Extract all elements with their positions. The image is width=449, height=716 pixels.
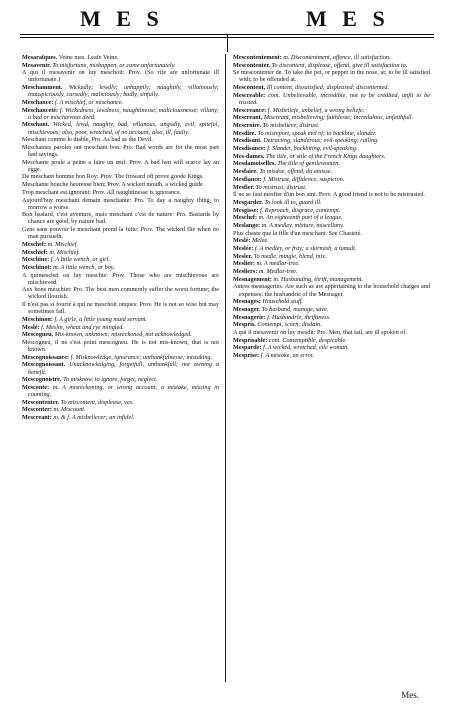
dictionary-entry bbox=[22, 159, 219, 173]
header-divider bbox=[227, 34, 228, 52]
dictionary-entry bbox=[233, 344, 430, 351]
entry-headword: Mescontenter. bbox=[233, 61, 272, 69]
entry-headword: Mescognoissant. bbox=[22, 361, 70, 369]
entry-gloss: m. A little wench, or boy. bbox=[53, 263, 115, 271]
dictionary-entry bbox=[233, 84, 430, 91]
entry-text: Aux bons meschiet: Pro. The best men commonly suffer the worst fortune; the wicked flourish. bbox=[22, 286, 219, 301]
entry-headword: Mescontenter. bbox=[22, 398, 61, 406]
entry-headword: Mesaraïques. bbox=[22, 54, 59, 61]
dictionary-entry bbox=[233, 337, 430, 344]
entry-gloss: f. A wicked, wretched, vile woman. bbox=[263, 344, 349, 352]
entry-headword: Mesnager. bbox=[233, 305, 262, 313]
dictionary-entry bbox=[233, 214, 430, 221]
dictionary-entry bbox=[22, 144, 219, 158]
entry-text: Meschantes paroles ont meschant bon. Pro. Bad words are for the most part bad sayings. bbox=[22, 143, 219, 158]
entry-headword: Meschinot: bbox=[22, 263, 54, 271]
entry-gloss: com. Contemptible, despicable. bbox=[268, 336, 347, 344]
entry-headword: Meschef: bbox=[233, 214, 259, 222]
dictionary-entry bbox=[233, 62, 430, 69]
entry-gloss: f. A mistake, an error. bbox=[260, 352, 315, 360]
entry-text: Aujourd'huy meschant demain meschante: Pro. To day a naughty thing, to morrow a worse. bbox=[22, 196, 219, 211]
entry-headword: Mesnages: bbox=[233, 298, 263, 306]
dictionary-entry bbox=[233, 268, 430, 275]
entry-gloss: m. Mischief. bbox=[49, 248, 80, 256]
dictionary-entry bbox=[22, 399, 219, 406]
entry-text: Mescogneu, il ne s'est point mescogneu. He is not mis-known, that is not known. bbox=[22, 339, 219, 354]
dictionary-entry bbox=[233, 230, 430, 237]
entry-gloss: f. A little wench, or girl. bbox=[50, 256, 110, 264]
entry-gloss: To discontent, displease, offend, give ill satisfaction to. bbox=[271, 61, 408, 69]
entry-text: Trop meschant est ignorant: Prov. All naughtinesse is ignorance. bbox=[22, 188, 182, 196]
dictionary-entry bbox=[233, 245, 430, 252]
entry-headword: Meschef: bbox=[22, 240, 48, 248]
entry-gloss: To look ill to, guard ill. bbox=[264, 198, 322, 206]
entry-headword: Mesnagement: bbox=[233, 275, 274, 283]
catchword: Mes. bbox=[401, 690, 419, 700]
dictionary-entry bbox=[22, 339, 219, 353]
dictionary-entry bbox=[233, 298, 430, 305]
entry-headword: Meschamment. bbox=[22, 84, 69, 92]
dictionary-columns bbox=[22, 54, 430, 682]
dictionary-entry bbox=[233, 145, 430, 152]
dictionary-entry bbox=[22, 249, 219, 256]
entry-gloss: m. A medlar-tree. bbox=[256, 260, 300, 268]
entry-text: Meschante poule a peine a faire un œuf. Prov. A bad hen will scarce lay an egge. bbox=[22, 158, 219, 173]
entry-text: A qui il mesavenir on luy mesdit: Pro. Men, that fail, are ill spoken of. bbox=[233, 328, 407, 336]
entry-headword: Mesprise: bbox=[233, 352, 261, 360]
entry-gloss: m. A misreckoning, or wrong account; a mistake, missing in counting. bbox=[28, 383, 219, 399]
entry-gloss: f. A girle, a little young maid servant. bbox=[54, 315, 148, 323]
entry-gloss: Ill content, dissatisfied; displeased; discontented. bbox=[266, 84, 390, 92]
entry-headword: Meslée: bbox=[233, 245, 255, 252]
dictionary-entry bbox=[22, 256, 219, 263]
entry-text: Il ne se faut mesfier d'un bon ami. Prov. A good friend is not to be mistrusted. bbox=[233, 191, 425, 199]
entry-text: Il n'est pas si fourré à qui ne meschoit onques: Prov. He is not so wise but may sometimes fail. bbox=[22, 301, 219, 316]
dictionary-entry bbox=[22, 331, 219, 338]
dictionary-entry bbox=[22, 376, 219, 383]
entry-text: Autres mesnageries. Are such as are appertaining to the household charges and expenses; the husbandrie of the Mesnager. bbox=[233, 283, 430, 298]
entry-gloss: Miscreant, misbelieving; faithlesse; incredulous, unfaithfull. bbox=[263, 114, 414, 122]
entry-headword: Mescreance: bbox=[233, 106, 268, 114]
dictionary-entry bbox=[233, 191, 430, 198]
dictionary-entry bbox=[22, 324, 219, 331]
dictionary-entry bbox=[22, 99, 219, 106]
dictionary-entry bbox=[22, 107, 219, 121]
dictionary-entry bbox=[22, 241, 219, 248]
entry-gloss: The title of gentlewomen. bbox=[277, 160, 340, 168]
entry-headword: Mescontentement: bbox=[233, 54, 284, 61]
dictionary-entry bbox=[22, 354, 219, 361]
dictionary-entry bbox=[233, 329, 430, 336]
dictionary-entry bbox=[22, 173, 219, 180]
entry-headword: Mesdisance: bbox=[233, 145, 268, 153]
entry-gloss: com. Unbelievable, incredible, not to be credited, unfit to be trusted. bbox=[239, 91, 430, 106]
entry-text: Meschant comme le diable, Pro. As bad as the Devil. bbox=[22, 136, 153, 144]
entry-headword: Mesdire. bbox=[233, 129, 258, 137]
entry-gloss: f. Reproach, disgrace, contempt. bbox=[259, 206, 341, 214]
entry-headword: Mescontent, bbox=[233, 84, 267, 92]
dictionary-entry bbox=[233, 352, 430, 359]
entry-headword: Mesconter: bbox=[22, 406, 54, 414]
dictionary-entry bbox=[233, 321, 430, 328]
dictionary-entry bbox=[22, 316, 219, 323]
entry-text: Veine mes. Leafe Veine. bbox=[58, 54, 119, 61]
dictionary-entry bbox=[233, 199, 430, 206]
dictionary-entry bbox=[233, 276, 430, 283]
dictionary-entry bbox=[22, 272, 219, 286]
dictionary-entry bbox=[233, 137, 430, 144]
dictionary-entry bbox=[233, 107, 430, 114]
dictionary-entry bbox=[22, 197, 219, 211]
entry-gloss: Household stuff. bbox=[262, 298, 303, 306]
dictionary-entry bbox=[233, 54, 430, 61]
dictionary-entry bbox=[22, 211, 219, 225]
entry-gloss: m. A medley, mixture, miscellany. bbox=[261, 221, 345, 229]
entry-gloss: f. Wickedness, lewdness, naughtinesse; maliciousnesse; villany; a bad or mischievous deed. bbox=[28, 106, 219, 121]
entry-gloss: f. A medley, or fray; a skirmish, a tumult. bbox=[254, 245, 357, 252]
left-column bbox=[22, 54, 219, 682]
dictionary-entry bbox=[233, 237, 430, 244]
column-divider bbox=[225, 54, 226, 682]
dictionary-entry bbox=[22, 301, 219, 315]
entry-gloss: To medle, mingle, blend, mix. bbox=[253, 252, 327, 260]
entry-headword: Meschine: bbox=[22, 256, 51, 264]
dictionary-entry bbox=[22, 406, 219, 413]
entry-headword: Mesdisant. bbox=[233, 137, 264, 145]
dictionary-entry bbox=[233, 306, 430, 313]
entry-headword: Mescogneu, bbox=[22, 331, 55, 339]
dictionary-entry bbox=[233, 283, 430, 297]
entry-headword: Mesdamoiselles. bbox=[233, 160, 278, 168]
entry-gloss: f. Misknowledge, ignorance; unthankfulnesse; mistaking. bbox=[70, 353, 213, 361]
entry-headword: Meschant. bbox=[22, 121, 54, 129]
dictionary-entry bbox=[22, 62, 219, 69]
entry-headword: Mesparde: bbox=[233, 344, 264, 352]
dictionary-entry bbox=[233, 184, 430, 191]
dictionary-entry bbox=[233, 168, 430, 175]
entry-gloss: f. Slander, backbiting, evil-speaking. bbox=[267, 145, 358, 153]
dictionary-entry bbox=[233, 160, 430, 167]
entry-headword: Mesfaire. bbox=[233, 168, 260, 176]
entry-headword: Meschief: bbox=[22, 248, 50, 256]
entry-gloss: m. & f. A misbeliever; an infidel. bbox=[53, 414, 135, 422]
entry-headword: Mesconte: bbox=[22, 383, 53, 391]
dictionary-entry bbox=[22, 226, 219, 240]
entry-headword: Mes-dames. bbox=[233, 152, 266, 160]
entry-headword: Mesgisse: bbox=[233, 206, 260, 214]
entry-text: Gens sans pouvoir le meschant prend la fuite: Prov. The wicked flie when no man pursueth. bbox=[22, 226, 219, 241]
entry-text: Meschante bouche heureuse bien; Prov. A wicked mouth, a wicked guide. bbox=[22, 181, 205, 189]
entry-gloss: f. Meslin, wheat and rye mingled. bbox=[41, 323, 124, 331]
running-head-right: M E S bbox=[306, 6, 390, 31]
entry-headword: Mesnagerie: bbox=[233, 313, 268, 321]
entry-headword: Mesavenir. bbox=[22, 61, 53, 69]
entry-headword: Mesprisable: bbox=[233, 336, 269, 344]
dictionary-entry bbox=[22, 69, 219, 83]
dictionary-entry bbox=[233, 253, 430, 260]
page-header bbox=[20, 6, 434, 50]
entry-text: Bon bastard, c'est aventure, mais meschant c'est de nature: Pro. Bastards by chance are good, by nature bad. bbox=[22, 211, 219, 226]
entry-headword: Mesliers: bbox=[233, 268, 259, 276]
entry-gloss: Mis-known, unknown; misreckoned, not acknowledged. bbox=[54, 331, 192, 339]
dictionary-entry bbox=[22, 361, 219, 375]
entry-headword: Mescreant, bbox=[233, 114, 264, 122]
entry-gloss: f. Husbandrie, thriftiness. bbox=[267, 313, 331, 321]
entry-gloss: Wicked, lewd, naughty, bad, villanous, ungodly, evil, spiteful, mischievous; also, poor, wretched, of no account; also, ill, faulty. bbox=[28, 121, 219, 136]
entry-gloss: Detracting, slanderous; evil-speaking; railing. bbox=[263, 137, 379, 145]
entry-text: Plus chaste que la fille d'un meschant. See Chasteté. bbox=[233, 229, 362, 237]
dictionary-entry bbox=[233, 260, 430, 267]
dictionary-entry bbox=[233, 222, 430, 229]
entry-gloss: Melee. bbox=[252, 237, 269, 245]
dictionary-entry bbox=[22, 54, 219, 61]
entry-gloss: m. Miscount. bbox=[53, 406, 86, 414]
entry-headword: Mescognoistre. bbox=[22, 376, 64, 384]
dictionary-entry bbox=[22, 136, 219, 143]
entry-gloss: m. Medlar-tree. bbox=[258, 268, 298, 276]
dictionary-entry bbox=[233, 314, 430, 321]
entry-gloss: m. An eighteenth part of a league. bbox=[258, 214, 343, 222]
entry-text: A qui il mesavenir on luy meschoit: Prov. (So rife are unfortunate ill unfortunate.) bbox=[22, 69, 219, 84]
entry-gloss: To husband, manage, save. bbox=[261, 305, 329, 313]
entry-gloss: The title, or stile of the French Kings daughters. bbox=[266, 152, 386, 160]
dictionary-entry bbox=[233, 176, 430, 183]
entry-gloss: Contempt, scorn; disdain. bbox=[257, 321, 322, 329]
running-head-left: M E S bbox=[80, 6, 164, 31]
entry-gloss: Unacknowledging, forgetfull, unthankfull; not owning a benefit. bbox=[28, 361, 219, 376]
entry-headword: Mesfier. bbox=[233, 183, 256, 191]
entry-headword: Meslange: bbox=[233, 221, 262, 229]
entry-gloss: To misfortune, misbappen, or come unfortunately. bbox=[52, 61, 176, 69]
entry-gloss: To misdoe, offend, do amisse. bbox=[259, 168, 333, 176]
dictionary-entry bbox=[233, 69, 430, 83]
dictionary-entry bbox=[233, 153, 430, 160]
entry-gloss: m. Mischief. bbox=[47, 240, 79, 248]
entry-gloss: To misknow, to ignore, forget, neglect. bbox=[63, 376, 158, 384]
entry-gloss: f. Mistrust, diffidence, suspicion. bbox=[263, 175, 345, 183]
dictionary-entry bbox=[22, 84, 219, 98]
entry-headword: Mespris. bbox=[233, 321, 258, 329]
entry-text: A quimeschet on luy meschie: Prov. Those who are mischievous are mischieved. bbox=[22, 271, 219, 286]
dictionary-entry bbox=[22, 384, 219, 398]
entry-headword: Mescreant: bbox=[22, 414, 54, 422]
entry-headword: Mescroire. bbox=[233, 122, 263, 129]
entry-text: Se mescontenter de. To take the pet, or pepper in the nose, at; to be ill satisfied with; to be offended at. bbox=[233, 69, 430, 84]
dictionary-entry bbox=[233, 122, 430, 129]
entry-gloss: f. A mischief, or mischance. bbox=[54, 98, 124, 106]
entry-headword: Mescreable: bbox=[233, 91, 269, 99]
entry-gloss: m. Husbanding, thrift, management. bbox=[273, 275, 363, 283]
entry-headword: Mesler. bbox=[233, 252, 254, 260]
dictionary-entry bbox=[22, 181, 219, 188]
entry-headword: Meslier: bbox=[233, 260, 257, 268]
dictionary-entry bbox=[233, 130, 430, 137]
entry-headword: Mesgarder. bbox=[233, 198, 265, 206]
dictionary-entry bbox=[22, 414, 219, 421]
entry-gloss: Wickedly; lewdly; unhappily; naughtily, villainously; inauspiciously, cursedly; maliciously; badly, sinfully. bbox=[28, 84, 219, 99]
entry-text: De meschant homme bon Roy: Prov. The froward oft prove goode Kings. bbox=[22, 173, 204, 181]
dictionary-entry bbox=[233, 114, 430, 121]
dictionary-entry bbox=[22, 286, 219, 300]
entry-headword: Mescognoissance: bbox=[22, 353, 71, 361]
entry-gloss: m. Discontentment, offence, ill satisfaction. bbox=[283, 54, 391, 61]
right-column bbox=[233, 54, 430, 682]
entry-gloss: f. Misbeliefe, unbelief, a wrong beliefe. bbox=[267, 106, 365, 114]
entry-headword: Meslé: bbox=[22, 323, 42, 331]
entry-headword: Meschanceté: bbox=[22, 106, 60, 114]
entry-headword: Meschance: bbox=[22, 98, 55, 106]
entry-headword: Mesfiance: bbox=[233, 175, 264, 183]
dictionary-entry bbox=[22, 121, 219, 135]
dictionary-entry bbox=[22, 189, 219, 196]
dictionary-entry bbox=[233, 92, 430, 106]
entry-gloss: To misreport, speak evil of; to backbite, slander. bbox=[257, 129, 377, 137]
entry-gloss: To misbelieve, distrust. bbox=[262, 122, 320, 129]
entry-headword: Meslé: bbox=[233, 237, 253, 245]
entry-gloss: To mistrust, distrust. bbox=[255, 183, 307, 191]
entry-gloss: To miscontent, displease, vex. bbox=[60, 398, 134, 406]
dictionary-entry bbox=[22, 264, 219, 271]
dictionary-entry bbox=[233, 207, 430, 214]
entry-headword: Meschinon: bbox=[22, 315, 55, 323]
